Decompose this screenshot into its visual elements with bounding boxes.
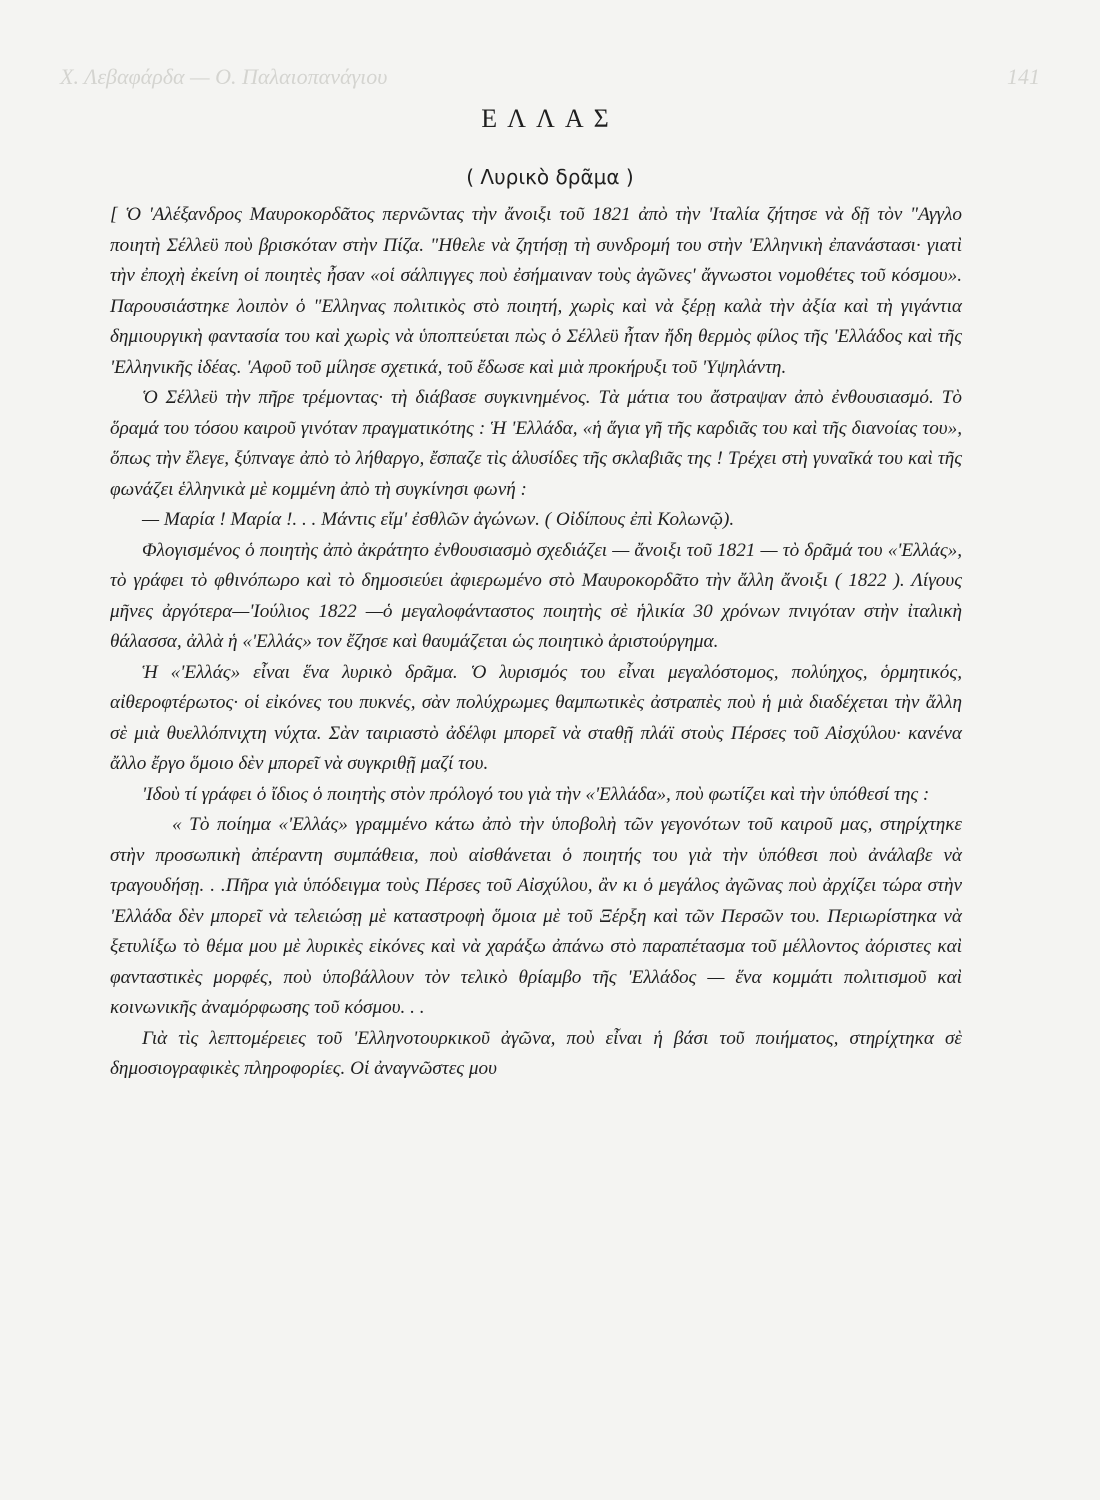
paragraph-details: Γιὰ τὶς λεπτομέρειες τοῦ 'Ελληνοτουρκικοῦ ἀγῶνα, ποὺ εἶναι ἡ βάσι τοῦ ποιήματος, στηρίχτηκα σὲ δημοσιογραφικὲς πληροφορίες. Οἱ ἀναγνῶστες μου xyxy=(110,1027,962,1079)
running-header-bleedthrough xyxy=(60,62,1040,92)
running-header-page-number: 141 xyxy=(1007,64,1040,89)
paragraph-exclamation: — Μαρία ! Μαρία !. . . Μάντις εἴμ' ἐσθλῶν ἀγώνων. ( Οἰδίπους ἐπὶ Κολωνῷ). xyxy=(142,509,735,530)
paragraph-intro: [ Ὁ 'Αλέξανδρος Μαυροκορδᾶτος περνῶντας τὴν ἄνοιξι τοῦ 1821 ἀπὸ τὴν 'Ιταλία ζήτησε νὰ δῇ τὸν "Αγγλο ποιητὴ Σέλλεϋ ποὺ βρισκόταν στὴν Πίζα. "Ηθελε νὰ ζητήσῃ τὴ συνδρομή του στὴν 'Ελληνικὴ ἐπανάστασι· γιατὶ τὴν ἐποχὴ ἐκείνη οἱ ποιητὲς ἦσαν «οἱ σάλπιγγες ποὺ ἐσήμαιναν τοὺς ἀγῶνες' ἄγνωστοι νομοθέτες τοῦ κόσμου». Παρουσιάστηκε λοιπὸν ὁ "Ελληνας πολιτικὸς στὸ ποιητή, χωρὶς καὶ νὰ ξέρῃ καλὰ τὴν ἀξία καὶ τὴ γιγάντια δημιουργικὴ φαντασία του καὶ χωρὶς νὰ ὑποπτεύεται πὼς ὁ Σέλλεϋ ἦταν ἤδη θερμὸς φίλος τῆς 'Ελλάδος καὶ τῆς 'Ελληνικῆς ἰδέας. 'Αφοῦ τοῦ μίλησε σχετικά, τοῦ ἔδωσε καὶ μιὰ προκήρυξι τοῦ 'Υψηλάντη. xyxy=(110,204,962,378)
paragraph-composition: Φλογισμένος ὁ ποιητὴς ἀπὸ ἀκράτητο ἐνθουσιασμὸ σχεδιάζει — ἄνοιξι τοῦ 1821 — τὸ δρᾶμά του «'Ελλάς», τὸ γράφει τὸ φθινόπωρο καὶ τὸ δημοσιεύει ἀφιερωμένο στὸ Μαυροκορδᾶτο τὴν ἄλλη ἄνοιξι ( 1822 ). Λίγους μῆνες ἀργότερα—'Ιούλιος 1822 —ὁ μεγαλοφάνταστος ποιητὴς σὲ ἡλικία 30 χρόνων πνιγόταν στὴν ἰταλικὴ θάλασσα, ἀλλὰ ἡ «'Ελλάς» τον ἔζησε καὶ θαυμάζεται ὡς ποιητικὸ ἀριστούργημα. xyxy=(110,539,962,652)
running-header-left: Χ. Λεβαφάρδα — Ο. Παλαιοπανάγιου xyxy=(60,64,388,89)
paragraph-prologue-intro: 'Ιδοὺ τί γράφει ὁ ἴδιος ὁ ποιητὴς στὸν πρόλογό του γιὰ τὴν «'Ελλάδα», ποὺ φωτίζει καὶ τὴν ὑπόθεσί της : xyxy=(142,783,930,805)
body-text xyxy=(110,200,962,1085)
page-subtitle: ( Λυρικὸ δρᾶμα ) xyxy=(466,165,634,189)
paragraph-lyricism: Ἡ «'Ελλάς» εἶναι ἕνα λυρικὸ δρᾶμα. Ὁ λυρισμός του εἶναι μεγαλόστομος, πολύηχος, ὁρμητικός, αἰθεροφτέρωτος· οἱ εἰκόνες του πυκνές, σὰν πολύχρωμες θαμπωτικὲς ἀστραπὲς ποὺ ἡ μιὰ διαδέχεται τὴν ἄλλη σὲ μιὰ θυελλόπνιχτη νύχτα. Σὰν ταιριαστὸ ἀδέλφι μπορεῖ νὰ σταθῇ πλάϊ στοὺς Πέρσες τοῦ Αἰσχύλου· κανένα ἄλλο ἔργο ὅμοιο δὲν μπορεῖ νὰ συγκριθῇ μαζί του. xyxy=(110,661,962,774)
paragraph-shelley-reaction: Ὁ Σέλλεϋ τὴν πῆρε τρέμοντας· τὴ διάβασε συγκινημένος. Τὰ μάτια του ἄστραψαν ἀπὸ ἐνθουσιασμό. Τὸ ὅραμά του τόσου καιροῦ γινόταν πραγματικότης : Ἡ 'Ελλάδα, «ἡ ἅγια γῆ τῆς καρδιᾶς του καὶ τῆς διανοίας του», ὅπως τὴν ἔλεγε, ξύπναγε ἀπὸ τὸ λήθαργο, ἔσπαζε τὶς ἁλυσίδες τῆς σκλαβιᾶς της ! Τρέχει στὴ γυναῖκά του καὶ τῆς φωνάζει ἑλληνικὰ μὲ κομμένη ἀπὸ τὴ συγκίνησι φωνή : xyxy=(110,387,962,500)
paragraph-prologue-quote: « Τὸ ποίημα «'Ελλάς» γραμμένο κάτω ἀπὸ τὴν ὑποβολὴ τῶν γεγονότων τοῦ καιροῦ μας, στηρίχτηκε στὴν προσωπικὴ ἀπέραντη συμπάθεια, ποὺ αἰσθάνεται ὁ ποιητής του γιὰ τὴν ὑπόθεσι ποὺ ἀνάλαβε νὰ τραγουδήσῃ. . .Πῆρα γιὰ ὑπόδειγμα τοὺς Πέρσες τοῦ Αἰσχύλου, ἂν κι ὁ μεγάλος ἀγῶνας ποὺ ἀρχίζει τώρα στὴν 'Ελλάδα δὲν μπορεῖ νὰ τελειώσῃ μὲ καταστροφὴ ὅμοια μὲ τοῦ Ξέρξη καὶ τῶν Περσῶν του. Περιωρίστηκα νὰ ξετυλίξω τὸ θέμα μου μὲ λυρικὲς εἰκόνες καὶ νὰ χαράξω ἀπάνω στὸ παραπέτασμα τοῦ μέλλοντος ἀόριστες καὶ φανταστικὲς μορφές, ποὺ ὑποβάλλουν τὸν τελικὸ θρίαμβο τῆς 'Ελλάδος — ἕνα κομμάτι πολιτισμοῦ καὶ κοινωνικῆς ἀναμόρφωσης τοῦ κόσμου. . . xyxy=(110,814,962,1018)
page-title: ΕΛΛΑΣ xyxy=(481,104,619,133)
